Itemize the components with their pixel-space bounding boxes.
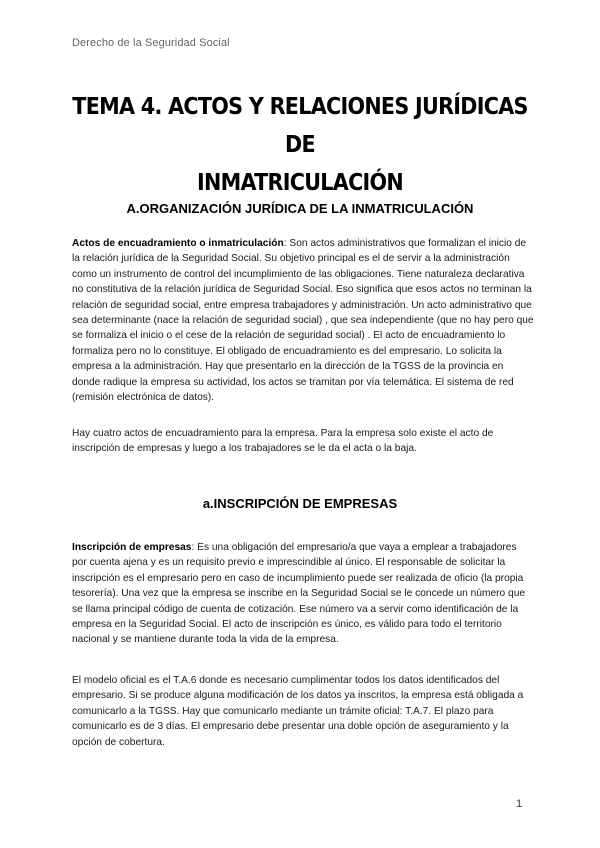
section-b-paragraph-1-lead: Inscripción de empresas [72, 542, 192, 553]
section-b-paragraph-2: El modelo oficial es el T.A.6 donde es necesario cumplimentar todos los datos identificados del empresario. Si se produce alguna modificación de los datos ya inscritos, la empresa está obligada a comunicarlo a la TGSS. Hay que comunicarlo mediante un trámite oficial: T.A.7. El plazo para comunicarlo es de 3 días. El empresario debe presentar una doble opción de aseguramiento y la opción de cobertura. [72, 675, 524, 748]
page-title [66, 88, 534, 202]
section-b-paragraph-1 [72, 540, 534, 648]
section-b-heading: a.INSCRIPCIÓN DE EMPRESAS [202, 496, 398, 511]
section-a-paragraph-1 [72, 236, 534, 405]
section-a-heading: A.ORGANIZACIÓN JURÍDICA DE LA INMATRICULACIÓN [126, 201, 474, 216]
section-a-paragraph-1-lead: Actos de encuadramiento o inmatriculación [72, 238, 284, 249]
section-a-paragraph-1-body: : Son actos administrativos que formalizan el inicio de la relación jurídica de la Seguridad Social. Su objetivo principal es el de servir a la administración como un instrumento de control del incumplimiento de las obligaciones. Tiene naturaleza declarativa no constitutiva de la relación jurídica de Seguridad Social. Eso significa que esos actos no terminan la relación de seguridad social, entre empresa trabajadores y administración. Un acto administrativo que sea determinante (nace la relación de seguridad social) , que sea independiente (que no hay pero que se formaliza el inicio o el cese de la relación de seguridad social) . El acto de encuadramiento lo formaliza pero no lo constituye. El obligado de encuadramiento es del empresario. Lo solicita la empresa a la administración. Hay que presentarlo en la dirección de la TGSS de la provincia en donde radique la empresa su actividad, los actos se tramitan por vía telemática. El sistema de red (remisión electrónica de datos). [72, 238, 534, 404]
section-a-paragraph-2: Hay cuatro actos de encuadramiento para la empresa. Para la empresa solo existe el acto de inscripción de empresas y luego a los trabajadores se le da el acta o la baja. [72, 428, 494, 455]
page-number: 1 [516, 798, 523, 810]
section-b-paragraph-1-body: : Es una obligación del empresario/a que vaya a emplear a trabajadores por cuenta ajena y es un requisito previo e imprescindible al único. El responsable de solicitar la inscripción es el empresario pero en caso de incumplimiento puede ser realizada de oficio (la propia tesorería). Una vez que la empresa se inscribe en la Seguridad Social se le concede un número que se llama principal código de cuenta de cotización. Ese número va a servir como identificación de la empresa en la Seguridad Social. El acto de inscripción es único, es válido para todo el territorio nacional y se mantiene durante toda la vida de la empresa. [72, 542, 526, 646]
page-title-line-1: TEMA 4. ACTOS Y RELACIONES JURÍDICAS DE [72, 94, 528, 158]
running-header: Derecho de la Seguridad Social [72, 37, 230, 49]
page-title-line-2: INMATRICULACIÓN [196, 170, 404, 196]
